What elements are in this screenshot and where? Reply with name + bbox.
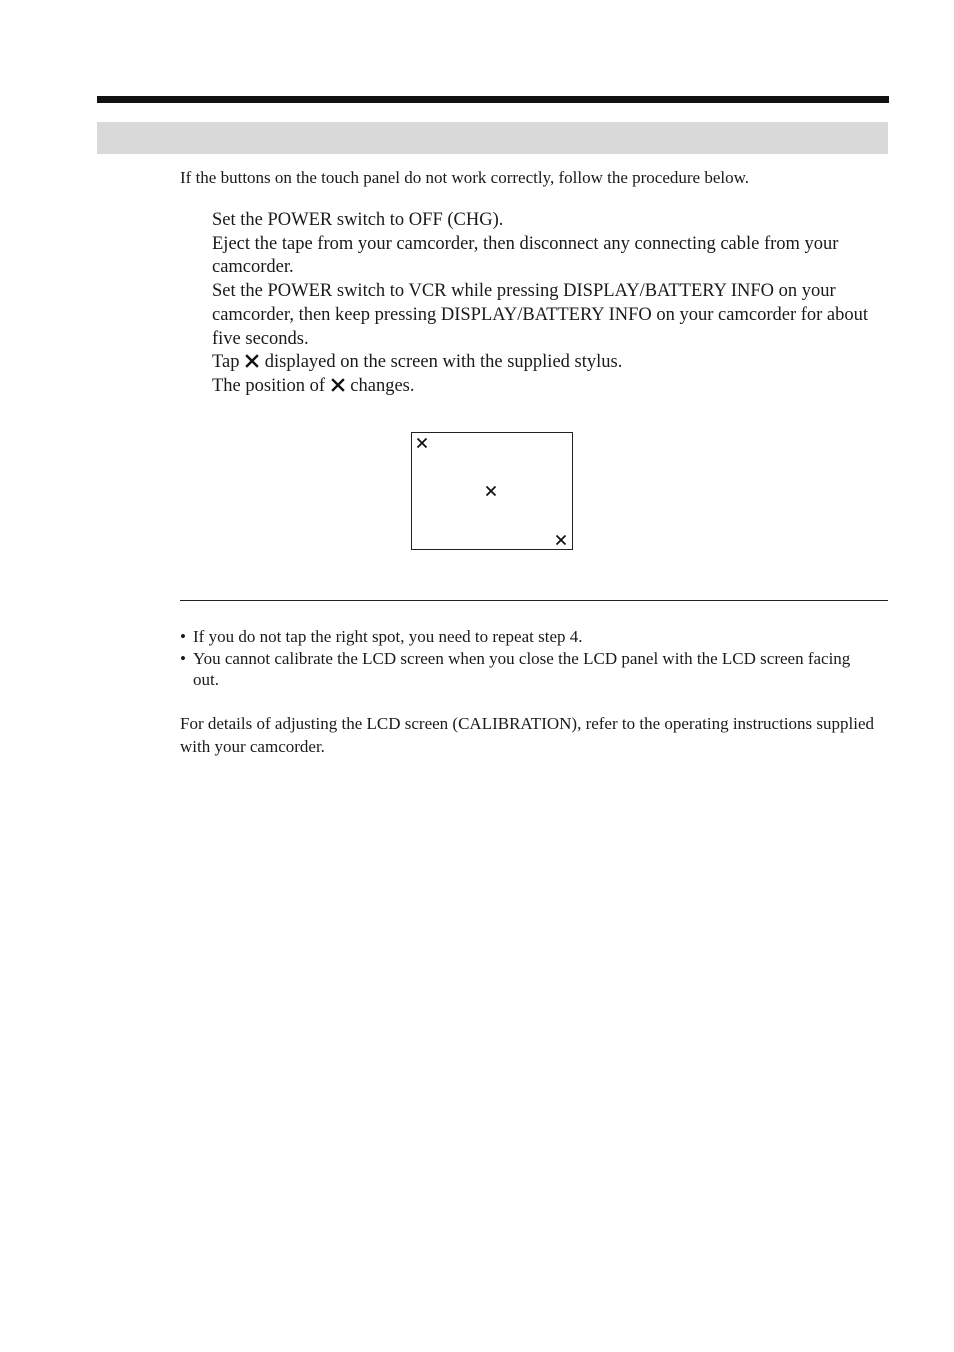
notes-list (180, 626, 880, 691)
bullet: • (180, 627, 186, 646)
notes-divider (180, 600, 888, 601)
x-mark-icon (555, 534, 567, 546)
procedure-steps (212, 209, 892, 399)
bullet: • (180, 648, 186, 668)
step-4 (212, 351, 892, 375)
note-text: You cannot calibrate the LCD screen when you close the LCD panel with the LCD screen facing out. (193, 648, 851, 689)
step-5-text-after: changes. (350, 375, 415, 396)
calibration-screen-diagram (411, 432, 573, 550)
step-2: Eject the tape from your camcorder, then disconnect any connecting cable from your camcorder. (212, 233, 839, 278)
x-mark-icon (245, 354, 259, 368)
step-5 (212, 375, 892, 399)
x-mark-icon (416, 437, 428, 449)
note-text: If you do not tap the right spot, you need to repeat step 4. (193, 627, 583, 646)
step-1: Set the POWER switch to OFF (CHG). (212, 210, 504, 230)
outro-text: For details of adjusting the LCD screen (CALIBRATION), refer to the operating instructions supplied with your camcorder. (180, 714, 875, 756)
step-4-text-before: Tap (212, 352, 240, 373)
intro-text: If the buttons on the touch panel do not work correctly, follow the procedure below. (180, 168, 750, 187)
step-4-text-after: displayed on the screen with the supplied stylus. (264, 352, 623, 373)
step-3: Set the POWER switch to VCR while pressing DISPLAY/BATTERY INFO on your camcorder, then keep pressing DISPLAY/BATTERY INFO on your camcorder for about five seconds. (212, 281, 869, 349)
note-item (180, 648, 880, 691)
x-mark-icon (485, 485, 497, 497)
note-item (180, 626, 880, 648)
header-rule (97, 96, 889, 103)
section-heading-bar (97, 122, 888, 154)
x-mark-icon (331, 378, 345, 392)
step-5-text-before: The position of (212, 375, 326, 396)
